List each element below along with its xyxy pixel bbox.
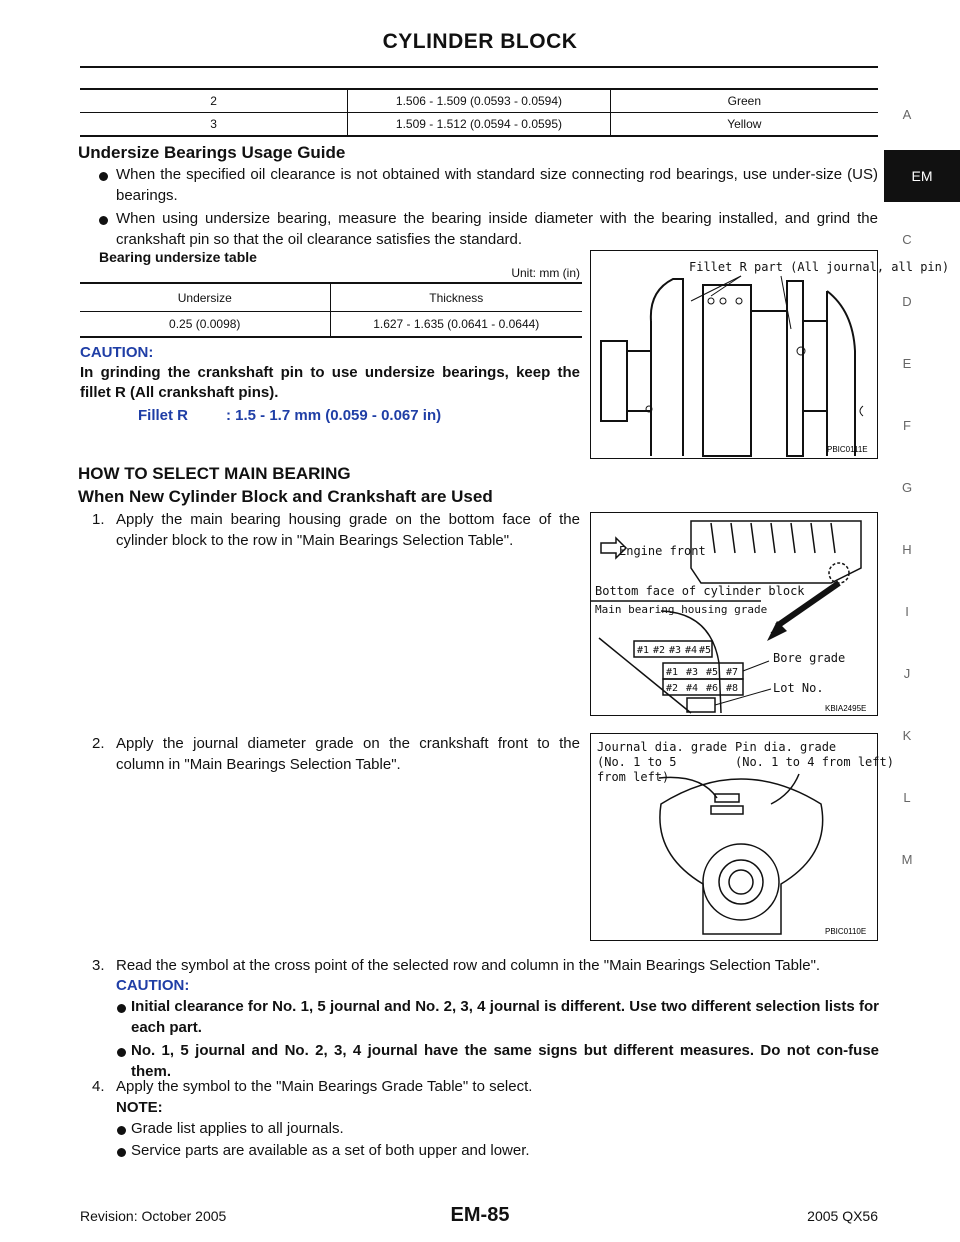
table-cell: 2 xyxy=(80,90,348,113)
crankshaft-illustration xyxy=(591,251,950,458)
side-index-l[interactable]: L xyxy=(903,790,911,805)
undersize-table xyxy=(80,282,582,338)
table-header: Thickness xyxy=(429,290,484,305)
undersize-heading: Undersize Bearings Usage Guide xyxy=(78,143,346,162)
cylinder-block-figure xyxy=(590,512,878,716)
fig2-row-5: #5 xyxy=(699,645,712,656)
main-bearing-heading: HOW TO SELECT MAIN BEARING xyxy=(78,464,351,483)
fig3-journal: Journal dia. grade (No. 1 to 5 from left) xyxy=(597,740,728,784)
caution-text: In grinding the crankshaft pin to use undersize bearings, keep the fillet R (All crankshaft pins). xyxy=(80,364,580,401)
crankshaft-front-figure xyxy=(590,733,894,941)
fig2-bore-8: #8 xyxy=(726,683,739,694)
table-row xyxy=(80,312,582,337)
side-index-m[interactable]: M xyxy=(901,852,913,867)
fig2-bore-2: #2 xyxy=(666,683,679,694)
bullet-icon xyxy=(117,1004,126,1013)
bullet-icon xyxy=(99,172,108,181)
grade-table-continued xyxy=(80,88,878,137)
table-cell: 0.25 (0.0098) xyxy=(80,312,330,337)
fig2-row-1: #1 xyxy=(637,645,650,656)
fillet-value: : 1.5 - 1.7 mm (0.059 - 0.067 in) xyxy=(226,407,442,424)
main-caution-2: No. 1, 5 journal and No. 2, 3, 4 journal have the same signs but different measures. Do not con-fuse them. xyxy=(131,1042,879,1080)
fillet-label: Fillet R xyxy=(138,407,189,424)
main-caution-label: CAUTION: xyxy=(116,977,190,994)
undersize-table-title: Bearing undersize table xyxy=(99,249,257,265)
undersize-bullet-2: When using undersize bearing, measure the bearing inside diameter with the bearing installed, and grind the crankshaft pin so that the oil clearance satisfies the standard. xyxy=(116,210,878,248)
table-cell: 3 xyxy=(80,113,348,136)
step-number: 1. xyxy=(92,511,105,528)
main-bearing-subheading: When New Cylinder Block and Crankshaft are Used xyxy=(78,487,493,506)
side-index-g[interactable]: G xyxy=(901,480,913,495)
table-row xyxy=(80,113,878,136)
fig2-bore-4: #4 xyxy=(686,683,699,694)
fig2-lot-no: Lot No. xyxy=(773,681,824,695)
footer-revision: Revision: October 2005 xyxy=(80,1208,227,1224)
fig2-bore-6: #6 xyxy=(706,683,719,694)
step-1: Apply the main bearing housing grade on the bottom face of the cylinder block to the row in "Main Bearings Selection Table". xyxy=(116,511,580,549)
fig1-id: PBIC0111E xyxy=(827,445,868,454)
header-rule xyxy=(80,66,878,68)
fig1-label: Fillet R part (All journal, all pin) xyxy=(689,260,950,274)
fig2-id: KBIA2495E xyxy=(825,704,867,713)
side-index-c[interactable]: C xyxy=(902,232,912,247)
bullet-icon xyxy=(99,216,108,225)
table-header-row xyxy=(80,284,582,312)
main-caution-1: Initial clearance for No. 1, 5 journal and No. 2, 3, 4 journal is different. Use two different selection lists for each part. xyxy=(131,998,879,1036)
side-index-j[interactable]: J xyxy=(903,666,911,681)
note-2: Service parts are available as a set of both upper and lower. xyxy=(131,1142,530,1159)
table-cell: Green xyxy=(727,94,761,108)
page-title: CYLINDER BLOCK xyxy=(382,30,578,53)
step-number: 3. xyxy=(92,957,105,974)
fig2-main-bearing: Main bearing housing grade xyxy=(595,603,768,616)
table-cell: 1.506 - 1.509 (0.0593 - 0.0594) xyxy=(348,90,610,113)
side-index-a[interactable]: A xyxy=(902,107,912,122)
fig2-row-3: #3 xyxy=(669,645,682,656)
side-index-f[interactable]: F xyxy=(903,418,911,433)
step-number: 2. xyxy=(92,735,105,752)
note-1: Grade list applies to all journals. xyxy=(131,1120,344,1137)
fig2-bore-5: #5 xyxy=(706,667,719,678)
step-2: Apply the journal diameter grade on the crankshaft front to the column in "Main Bearings Selection Table". xyxy=(116,735,580,773)
fig2-row-4: #4 xyxy=(685,645,698,656)
cylinder-block-illustration xyxy=(591,513,877,715)
side-index-em[interactable]: EM xyxy=(884,150,960,202)
table-cell: 1.509 - 1.512 (0.0594 - 0.0595) xyxy=(348,113,610,136)
fig2-bore-1: #1 xyxy=(666,667,679,678)
side-index-i[interactable]: I xyxy=(905,604,909,619)
side-index-e[interactable]: E xyxy=(902,356,912,371)
step-3: Read the symbol at the cross point of the selected row and column in the "Main Bearings Selection Table". xyxy=(116,957,821,974)
fig3-pin: Pin dia. grade (No. 1 to 4 from left) xyxy=(735,740,894,769)
side-index-d[interactable]: D xyxy=(902,294,912,309)
fig2-engine-front: Engine front xyxy=(619,544,706,558)
unit-label: Unit: mm (in) xyxy=(511,266,580,280)
page-number: EM-85 xyxy=(450,1204,510,1226)
caution-label: CAUTION: xyxy=(80,344,154,361)
footer-model: 2005 QX56 xyxy=(807,1208,878,1224)
side-index-k[interactable]: K xyxy=(902,728,912,743)
bullet-icon xyxy=(117,1126,126,1135)
table-cell: Yellow xyxy=(727,117,762,131)
fig2-row-2: #2 xyxy=(653,645,666,656)
table-header: Undersize xyxy=(80,284,330,312)
fig2-bore-3: #3 xyxy=(686,667,699,678)
fig3-id: PBIC0110E xyxy=(825,927,867,936)
note-label: NOTE: xyxy=(116,1099,163,1116)
crankshaft-front-illustration xyxy=(591,734,894,940)
undersize-bullet-1: When the specified oil clearance is not obtained with standard size connecting rod bearings, use under-size (US) bearings. xyxy=(116,166,878,204)
table-row xyxy=(80,90,878,113)
bullet-icon xyxy=(117,1148,126,1157)
step-number: 4. xyxy=(92,1078,105,1095)
fig2-bottom-face: Bottom face of cylinder block xyxy=(595,584,805,598)
fig2-bore-7: #7 xyxy=(726,667,739,678)
table-cell: 1.627 - 1.635 (0.0641 - 0.0644) xyxy=(373,317,540,331)
fig2-bore-grade: Bore grade xyxy=(773,651,846,665)
side-index-h[interactable]: H xyxy=(902,542,912,557)
fillet-figure xyxy=(590,250,950,459)
bullet-icon xyxy=(117,1048,126,1057)
step-4: Apply the symbol to the "Main Bearings Grade Table" to select. xyxy=(116,1078,533,1095)
